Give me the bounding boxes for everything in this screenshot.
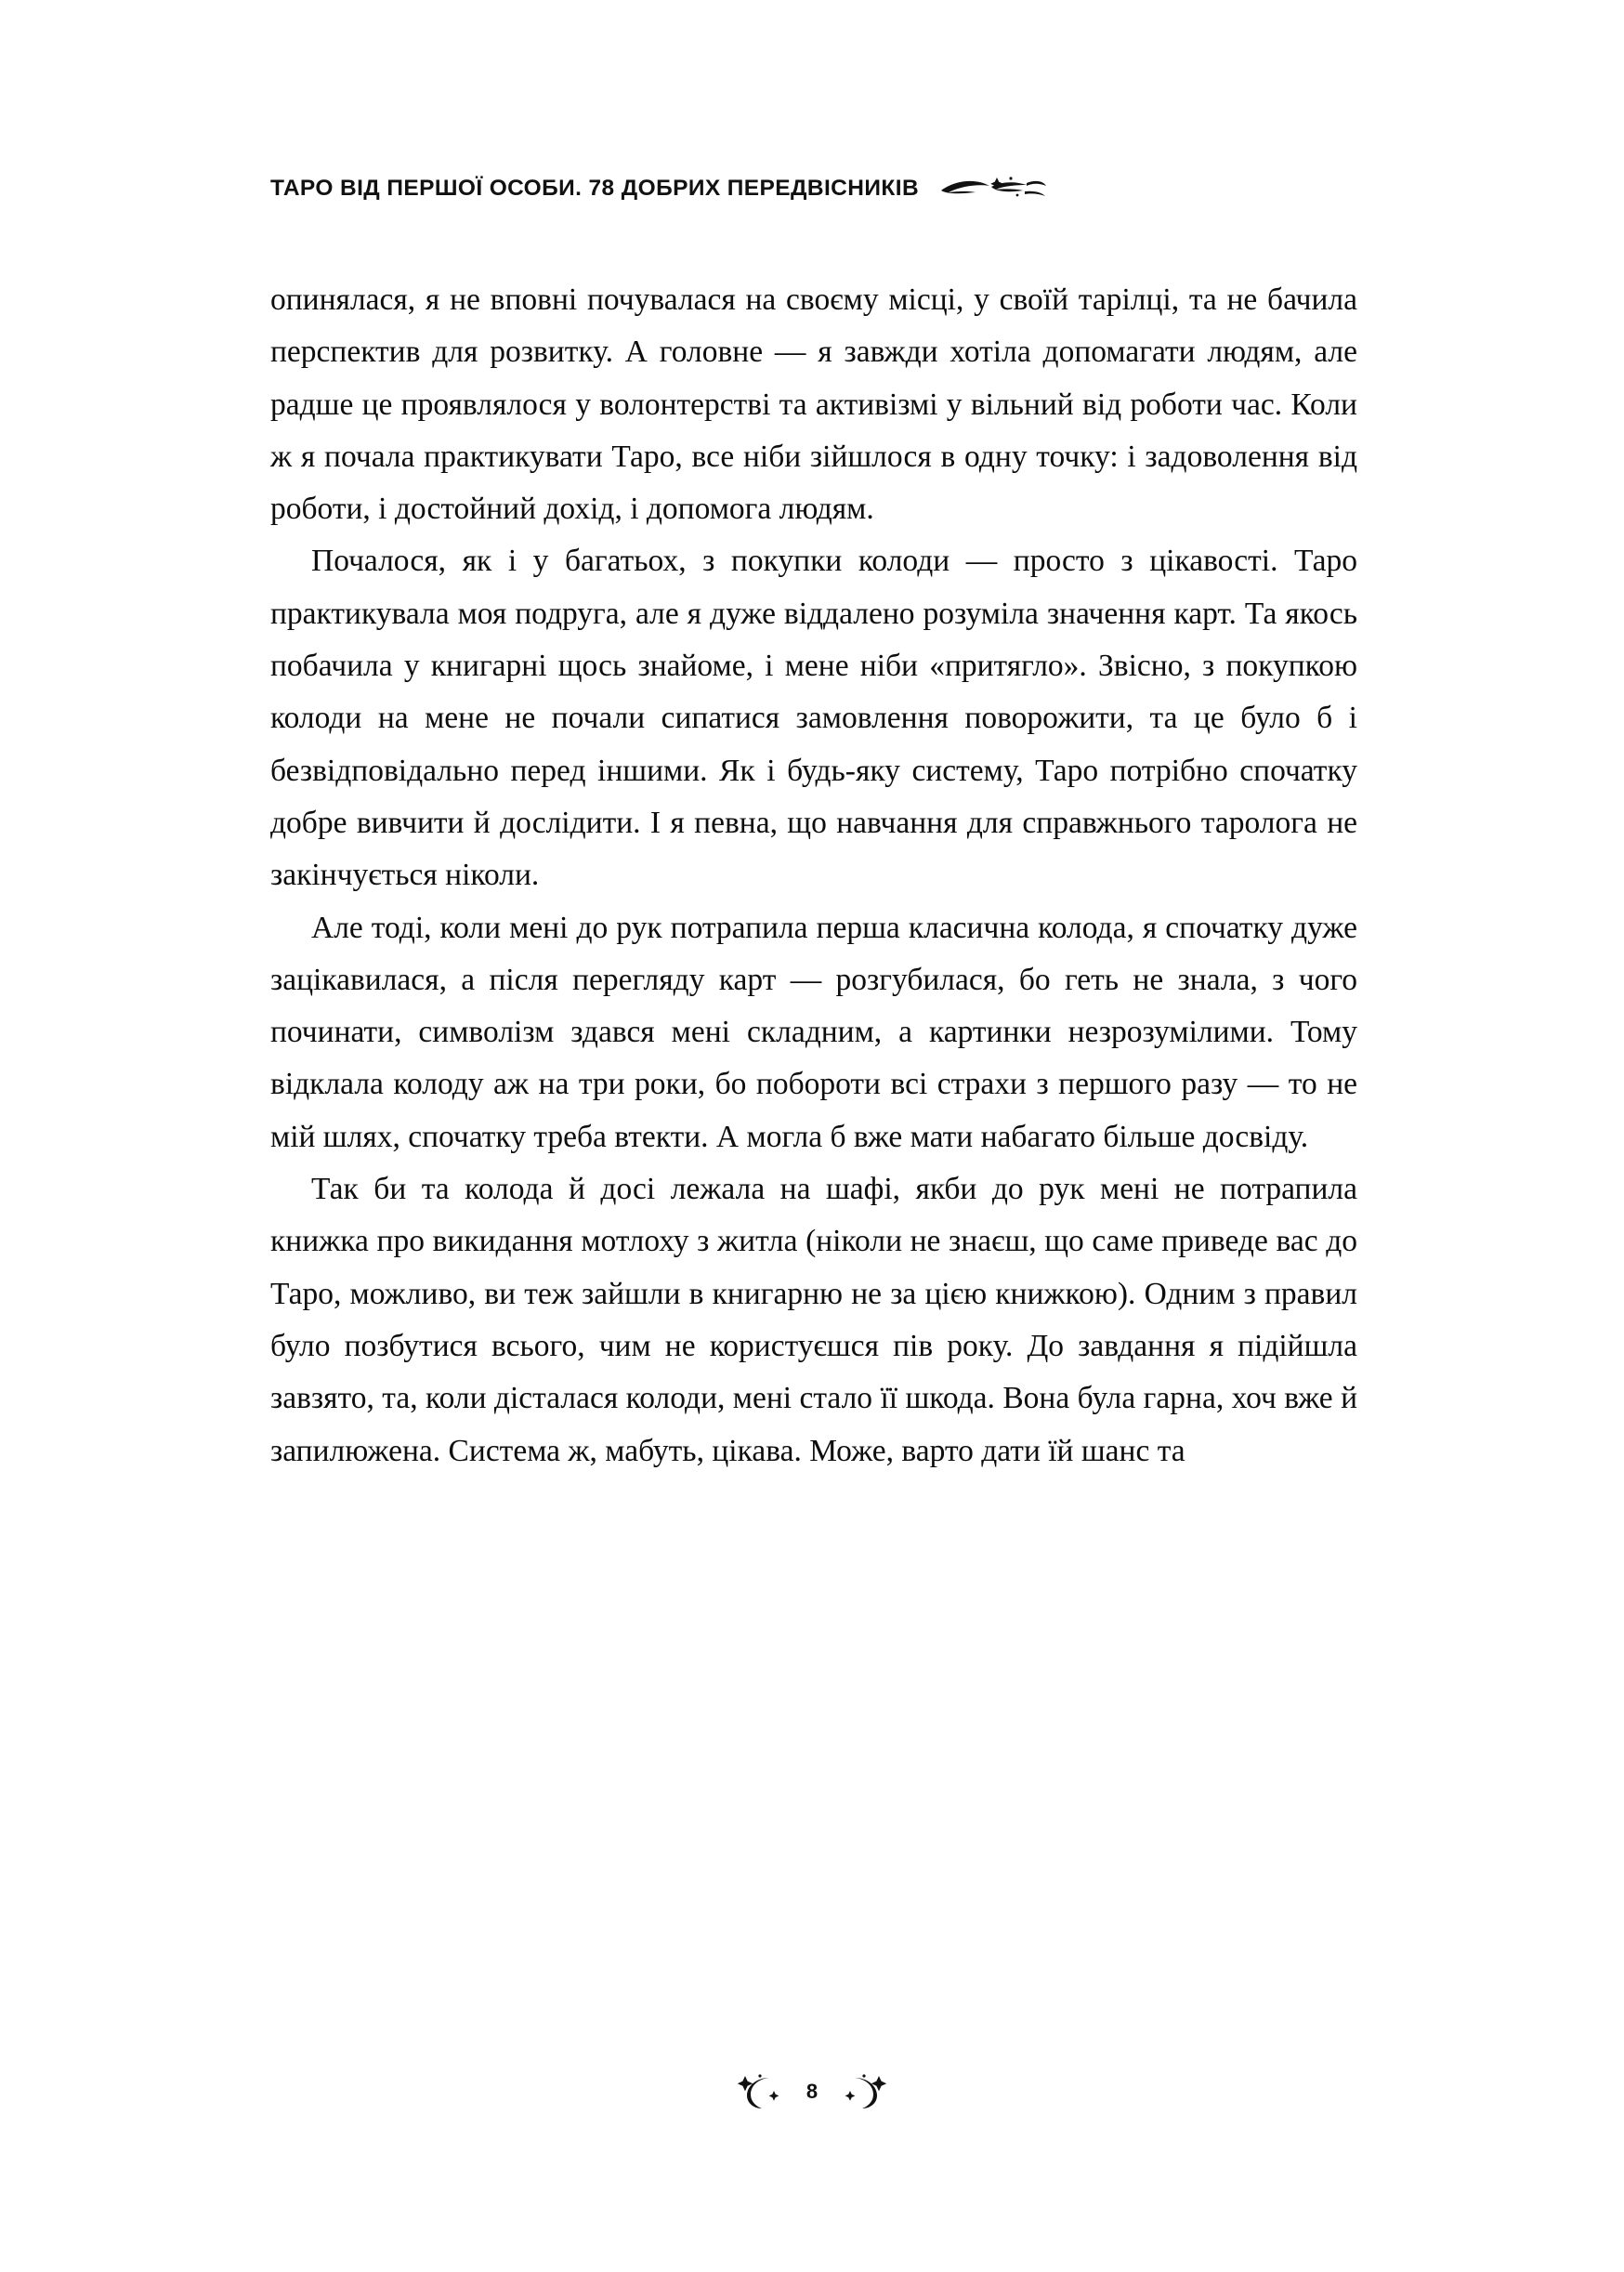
page-number: 8 — [805, 2080, 819, 2103]
paragraph: Почалося, як і у багатьох, з покупки колоди — просто з цікавості. Таро практикувала моя подруга, але я дуже віддалено розуміла значення карт. Та якось побачила у книгарні щось знайоме, і мене ніби «притягло». Звісно, з покупкою колоди на мене не почали сипатися замовлення поворожити, та це було б і безвідповідально перед іншими. Як і будь-яку систему, Таро потрібно спочатку добре вивчити й дослідити. І я певна, що навчання для справжнього таролога не закінчується ніколи. — [270, 544, 1357, 893]
paragraph: опинялася, я не вповні почувалася на своєму місці, у своїй тарілці, та не бачила перспектив для розвитку. А головне — я завжди хотіла допомагати людям, але радше це проявлялося у волонтерстві та активізмі у вільний від роботи час. Коли ж я почала практикувати Таро, все ніби зійшлося в одну точку: і задоволення від роботи, і достойний дохід, і допомога людям. — [270, 282, 1357, 527]
paragraph: Так би та колода й досі лежала на шафі, якби до рук мені не потрапила книжка про викидання мотлоху з житла (ніколи не знаєш, що саме приведе вас до Таро, можливо, ви теж зайшли в книгарню не за цією книжкою). Одним з правил було позбутися всього, чим не користуєшся пів року. До завдання я підійшла завзято, та, коли дісталася колоди, мені стало її шкода. Вона була гарна, хоч вже й запилюжена. Система ж, мабуть, цікава. Може, варто дати їй шанс та — [270, 1172, 1357, 1468]
flourish-ornament — [936, 170, 1047, 207]
running-head — [270, 170, 1357, 207]
running-head-title: ТАРО ВІД ПЕРШОЇ ОСОБИ. 78 ДОБРИХ ПЕРЕДВІСНИКІВ — [270, 176, 920, 201]
paragraph: Але тоді, коли мені до рук потрапила перша класична колода, я спочатку дуже зацікавилася, а після перегляду карт — розгубилася, бо геть не знала, з чого починати, символізм здався мені складним, а картинки незрозумілими. Тому відклала колоду аж на три роки, бо побороти всі страхи з першого разу — то не мій шлях, спочатку треба втекти. А могла б вже мати набагато більше досвіду. — [270, 910, 1357, 1154]
sparkle-moon-ornament — [732, 2070, 786, 2113]
page-footer — [0, 2070, 1624, 2113]
sparkle-moon-ornament — [838, 2070, 892, 2113]
page-body-text — [270, 274, 1357, 1477]
